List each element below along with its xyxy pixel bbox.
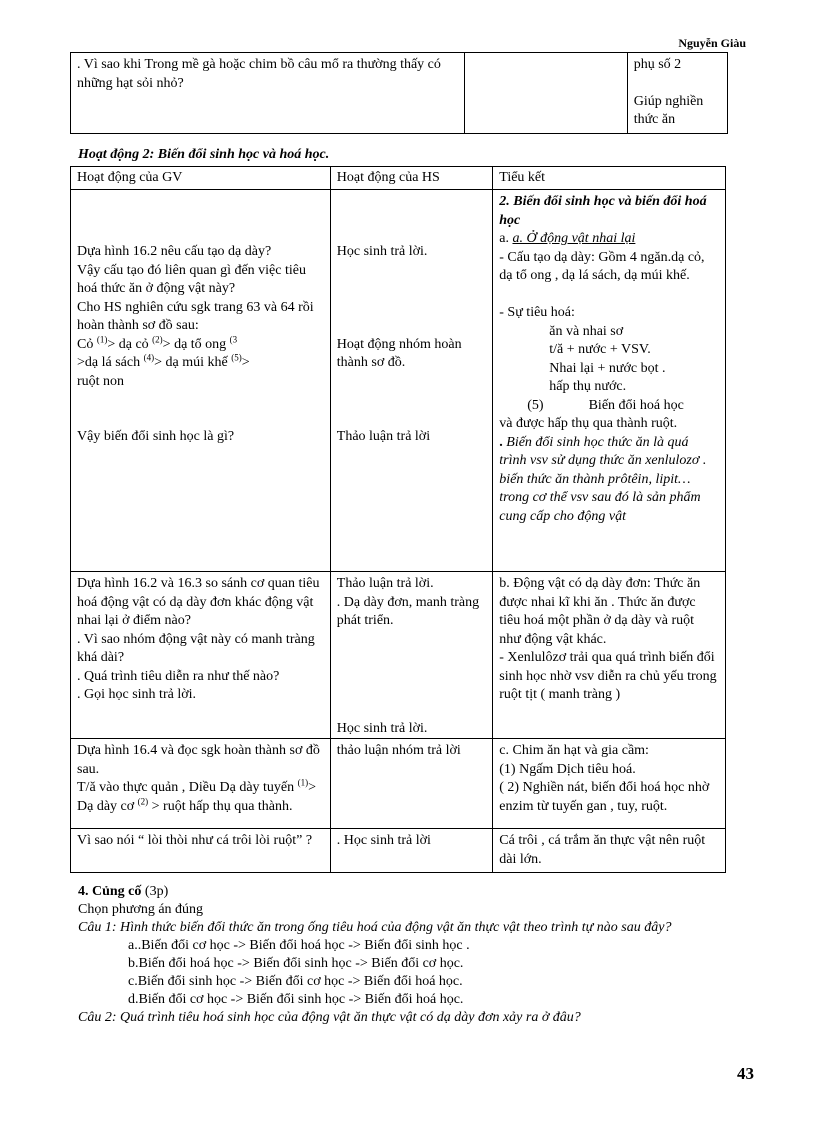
header-gv: Hoạt động của GV (71, 167, 331, 190)
r1-gv-diagram-2: >dạ lá sách $^{(4)}$> dạ múi khế $^{(5)}$> (77, 352, 250, 370)
r4-gv-1: Vì sao nói “ lòi thòi như cá trôi lòi ruột” ? (77, 833, 313, 848)
r4-tk-cell (493, 829, 726, 873)
table-row (71, 829, 726, 873)
r1-tk-step-5: (5) Biến đổi hoá học (527, 397, 684, 413)
r2-gv-1: Dựa hình 16.2 và 16.3 so sánh cơ quan tiêu hoá động vật có dạ dày đơn khác động vật nhai lại ở điểm nào? (77, 576, 320, 628)
r3-gv-cell (71, 739, 331, 829)
top-right-cell (627, 53, 727, 134)
table-header-row (71, 167, 726, 190)
r2-hs-2: . Dạ dày đơn, manh tràng phát triển. (336, 594, 480, 628)
table-row (71, 572, 726, 739)
page-number: 43 (737, 1064, 754, 1083)
r2-hs-cell (330, 572, 492, 739)
option-d: d.Biến đổi cơ học -> Biến đổi sinh học -> Biến đổi hoá học. (128, 992, 464, 1007)
header-tk: Tiểu kết (493, 167, 726, 190)
question-2: Câu 2: Quá trình tiêu hoá sinh học của động vật ăn thực vật có dạ dày đơn xảy ra ở đâu? (78, 1010, 581, 1025)
r1-hs-3: Thảo luận trả lời (336, 428, 431, 444)
r3-tk-2: (1) Ngấm Dịch tiêu hoá. (499, 761, 636, 777)
r2-hs-1: Thảo luận trả lời. (336, 576, 434, 591)
r2-hs-3: Học sinh trả lời. (336, 720, 428, 736)
r2-gv-4: . Gọi học sinh trả lời. (77, 687, 196, 702)
top-question: . Vì sao khi Trong mề gà hoặc chim bồ câu mổ ra thường thấy có những hạt sỏi nhỏ? (77, 57, 441, 91)
option-b: b.Biến đổi hoá học -> Biến đổi sinh học -> Biến đổi cơ học. (128, 956, 464, 971)
r1-tk-subtitle: a. a. Ở động vật nhai lại (499, 231, 636, 246)
r1-gv-4: Vậy biến đổi sinh học là gì? (77, 429, 235, 444)
r4-tk-1: Cá trôi , cá trắm ăn thực vật nên ruột dài lớn. (499, 833, 706, 867)
r1-tk-cell (493, 190, 726, 572)
r1-gv-diagram-3: ruột non (77, 373, 125, 389)
consolidation-instruction: Chọn phương án đúng (78, 902, 204, 917)
r1-tk-absorb: và được hấp thụ qua thành ruột. (499, 416, 678, 431)
r1-gv-2: Vậy cấu tạo đó liên quan gì đến việc tiêu hoá thức ăn ở động vật này? (77, 262, 306, 296)
question-1: Câu 1: Hình thức biến đổi thức ăn trong ống tiêu hoá của động vật ăn thực vật theo trình tự nào sau đây? (78, 920, 672, 935)
r1-hs-1: Học sinh trả lời. (336, 244, 428, 259)
r4-hs-cell (330, 829, 492, 873)
table-row (71, 190, 726, 572)
r4-hs-1: . Học sinh trả lời (336, 833, 431, 848)
r3-tk-3: ( 2) Nghiền nát, biến đổi hoá học nhờ enzim từ tuyến gan , tuy, ruột. (499, 780, 710, 814)
r1-gv-diagram-1: Cỏ $^{(1)}$> dạ cỏ $^{(2)}$> dạ tổ ong $^{(3}$ (77, 333, 238, 352)
top-right-line1: phụ số 2 (633, 57, 682, 72)
r1-tk-process: - Sự tiêu hoá: (499, 305, 575, 320)
option-a: a..Biến đổi cơ học -> Biến đổi hoá học -> Biến đổi sinh học . (128, 938, 470, 953)
r3-gv-2: T/ă vào thực quản , Diều Dạ dày tuyến $^{(1)}$> Dạ dày cơ $^{(2)}$ > ruột hấp thụ qua thành. (77, 777, 317, 814)
r1-tk-step-1: ăn và nhai sơ (549, 323, 624, 339)
top-table (70, 52, 728, 134)
r1-tk-title: 2. Biến đổi sinh học và biến đổi hoá học (499, 194, 707, 228)
r1-tk-step-3: Nhai lại + nước bọt . (549, 360, 666, 376)
table-row (71, 739, 726, 829)
r1-tk-step-2: t/ă + nước + VSV. (549, 342, 651, 357)
top-empty-cell (464, 53, 627, 134)
r3-tk-cell (493, 739, 726, 829)
activity-table (70, 166, 726, 873)
r3-hs-cell (330, 739, 492, 829)
r1-hs-2: Hoạt động nhóm hoàn thành sơ đồ. (336, 336, 462, 370)
r1-gv-3: Cho HS nghiên cứu sgk trang 63 và 64 rồi hoàn thành sơ đồ sau: (77, 299, 314, 333)
r2-tk-cell (493, 572, 726, 739)
r2-gv-cell (71, 572, 331, 739)
section-title: Hoạt động 2: Biến đổi sinh học và hoá học. (78, 147, 330, 162)
r2-gv-2: . Vì sao nhóm động vật này có manh tràng khá dài? (77, 631, 315, 665)
consolidation-section (78, 883, 758, 1027)
top-question-cell (71, 53, 465, 134)
r3-gv-1: Dựa hình 16.4 và đọc sgk hoàn thành sơ đồ sau. (77, 743, 320, 777)
top-right-line2: Giúp nghiền thức ăn (633, 93, 704, 127)
r2-gv-3: . Quá trình tiêu diễn ra như thế nào? (77, 668, 280, 684)
author-name: Nguyễn Giàu (678, 36, 746, 50)
r1-tk-step-4: hấp thụ nước. (549, 379, 627, 394)
header-hs: Hoạt động của HS (330, 167, 492, 190)
r3-tk-1: c. Chim ăn hạt và gia cầm: (499, 743, 649, 758)
r3-hs-1: thảo luận nhóm trả lời (336, 743, 461, 758)
consolidation-title: 4. Củng cố (3p) (78, 884, 169, 899)
option-c: c.Biến đổi sinh học -> Biến đổi cơ học -> Biến đổi hoá học. (128, 974, 463, 989)
r1-gv-1: Dựa hình 16.2 nêu cấu tạo dạ dày? (77, 244, 272, 259)
r1-hs-cell (330, 190, 492, 572)
r4-gv-cell (71, 829, 331, 873)
r1-tk-structure: - Cấu tạo dạ dày: Gồm 4 ngăn.dạ cỏ, dạ tổ ong , dạ lá sách, dạ múi khế. (499, 249, 705, 283)
r2-tk-2: - Xenlulôzơ trải qua quá trình biến đổi sinh học nhờ vsv diễn ra chủ yếu trong ruột tịt ( manh tràng ) (499, 650, 717, 702)
r2-tk-1: b. Động vật có dạ dày đơn: Thức ăn được nhai kĩ khi ăn . Thức ăn được tiêu hoá một phần ở dạ dày và ruột như động vật khác. (499, 576, 701, 647)
r1-gv-cell (71, 190, 331, 572)
r1-tk-definition: . Biến đổi sinh học thức ăn là quá trình vsv sử dụng thức ăn xenlulozơ . biến thức ăn thành prôtêin, lipit… trong cơ thể vsv sau đó là sản phẩm cung cấp cho động vật (499, 434, 707, 524)
